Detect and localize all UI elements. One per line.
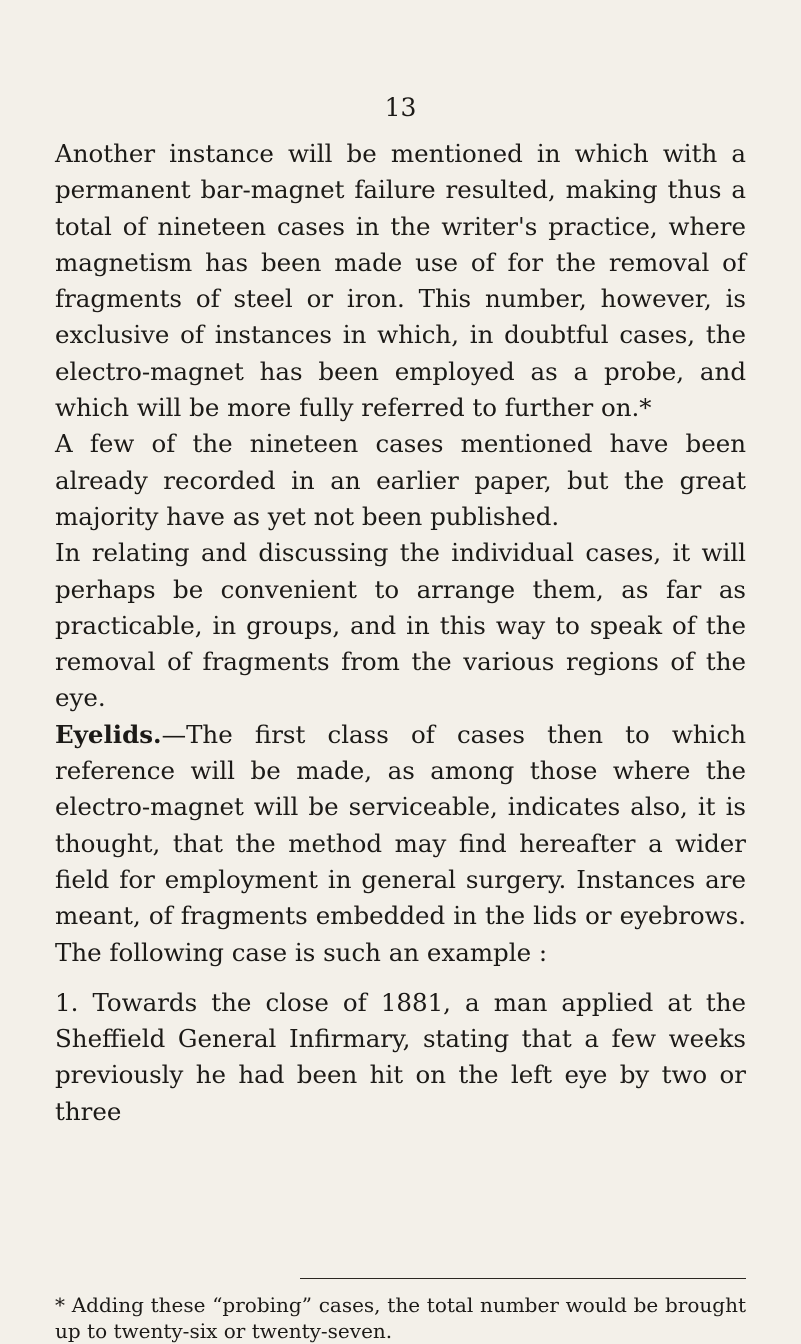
paragraph-2: A few of the nineteen cases mentioned have been already recorded in an earlier paper, but the great majority have as yet not been published. [55, 429, 746, 531]
paragraph-4-text: —The first class of cases then to which reference will be made, as among those where the electro-magnet will be serviceable, indicates also, it is thought, that the method may find hereafter a wider field for employment in general surgery. Instances are meant, of fragments embedded in the lids or eyebrows. The following case is such an example : [55, 719, 746, 967]
paragraph-4 [55, 717, 746, 971]
case-1-paragraph: 1. Towards the close of 1881, a man applied at the Sheffield General Infirmary, stating that a few weeks previously he had been hit on the left eye by two or three [55, 987, 746, 1126]
body-text [55, 136, 746, 1130]
paragraph-1: Another instance will be mentioned in which with a permanent bar-magnet failure resulted, making thus a total of nineteen cases in the writer's practice, where magnetism has been made use of for the removal of fragments of steel or iron. This number, however, is exclusive of instances in which, in doubtful cases, the electro-magnet has been employed as a probe, and which will be more fully referred to further on.* [55, 139, 746, 423]
footnote-text: * Adding these “probing” cases, the total number would be brought up to twenty-six or twenty-seven. [55, 1293, 746, 1343]
footnote [55, 1292, 746, 1344]
footnote-rule [300, 1278, 746, 1279]
paragraph-3: In relating and discussing the individual cases, it will perhaps be convenient to arrange them, as far as practicable, in groups, and in this way to speak of the removal of fragments from the various regions of the eye. [55, 538, 746, 713]
section-heading-eyelids: Eyelids. [55, 719, 162, 749]
page-number: 13 [384, 93, 417, 122]
